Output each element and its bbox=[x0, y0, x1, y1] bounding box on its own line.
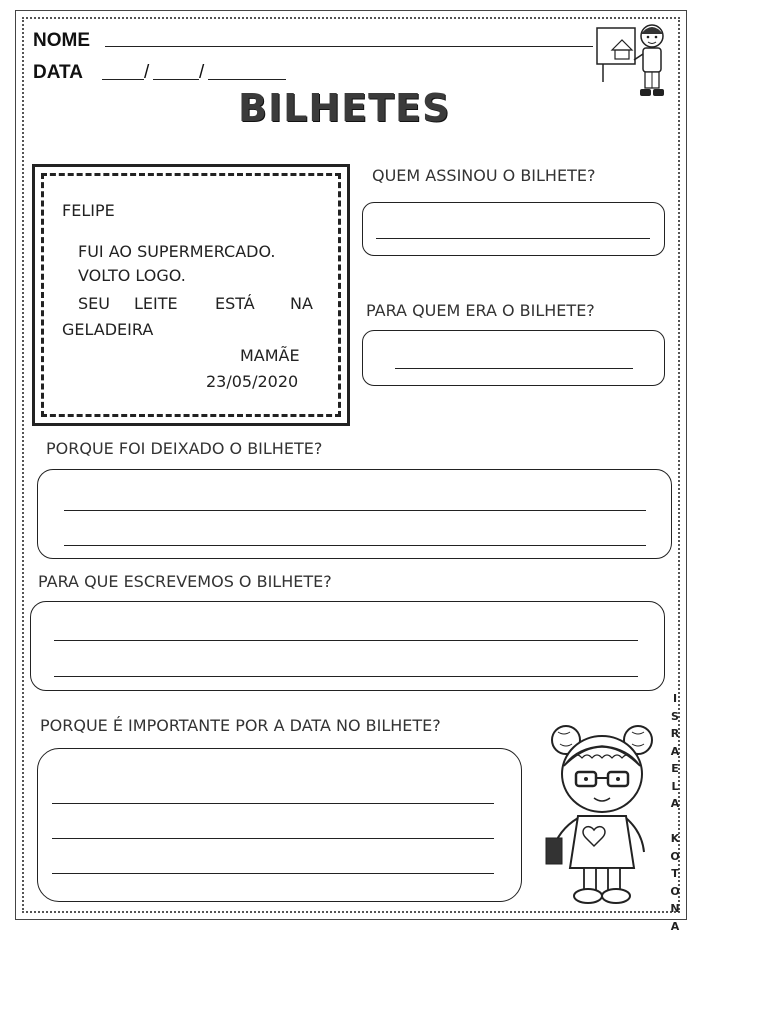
page-title: BILHETES bbox=[238, 86, 451, 130]
answer-box-why-date[interactable] bbox=[37, 748, 522, 902]
girl-with-glasses-illustration bbox=[538, 718, 666, 908]
name-field[interactable] bbox=[105, 46, 593, 47]
author-letter: E bbox=[671, 762, 679, 775]
note-word: SEU bbox=[78, 294, 110, 313]
author-letter: A bbox=[670, 919, 680, 933]
date-year-field[interactable] bbox=[208, 79, 286, 80]
question-addressed-to: PARA QUEM ERA O BILHETE? bbox=[366, 301, 595, 320]
author-letter: T bbox=[671, 867, 679, 880]
question-why-left: PORQUE FOI DEIXADO O BILHETE? bbox=[46, 439, 323, 458]
date-label: DATA bbox=[33, 62, 83, 83]
author-letter: K bbox=[670, 832, 680, 845]
answer-box-why-write[interactable] bbox=[30, 601, 665, 691]
date-separator: / bbox=[199, 62, 205, 83]
question-signed-by: QUEM ASSINOU O BILHETE? bbox=[372, 166, 596, 185]
author-letter: R bbox=[670, 727, 680, 740]
note-word: NA bbox=[290, 294, 313, 313]
name-label: NOME bbox=[33, 30, 90, 51]
answer-line bbox=[64, 545, 646, 546]
note-word: ESTÁ bbox=[215, 294, 255, 313]
author-letter: S bbox=[671, 709, 679, 723]
note-line: FUI AO SUPERMERCADO. bbox=[78, 242, 276, 261]
note-line: GELADEIRA bbox=[62, 320, 154, 339]
author-letter: I bbox=[672, 692, 678, 705]
note-recipient: FELIPE bbox=[62, 201, 115, 220]
question-why-date: PORQUE É IMPORTANTE POR A DATA NO BILHETE? bbox=[40, 716, 441, 735]
answer-line bbox=[54, 640, 638, 641]
author-vertical-text bbox=[666, 690, 684, 935]
answer-line bbox=[52, 803, 494, 804]
note-word: LEITE bbox=[134, 294, 178, 313]
author-letter: O bbox=[670, 849, 680, 863]
answer-line bbox=[395, 368, 633, 369]
author-letter: A bbox=[670, 744, 680, 758]
answer-line bbox=[376, 238, 650, 239]
date-month-field[interactable] bbox=[153, 79, 199, 80]
author-letter: O bbox=[670, 884, 680, 898]
date-separator: / bbox=[144, 62, 150, 83]
author-letter bbox=[666, 813, 684, 831]
answer-line bbox=[54, 676, 638, 677]
date-day-field[interactable] bbox=[102, 79, 144, 80]
answer-line bbox=[52, 873, 494, 874]
teacher-at-board-illustration bbox=[594, 20, 672, 102]
answer-box-addressed-to[interactable] bbox=[362, 330, 665, 386]
author-letter: N bbox=[670, 902, 680, 915]
author-letter: L bbox=[671, 779, 679, 793]
note-line: VOLTO LOGO. bbox=[78, 266, 186, 285]
answer-box-signed-by[interactable] bbox=[362, 202, 665, 256]
question-why-write: PARA QUE ESCREVEMOS O BILHETE? bbox=[38, 572, 332, 591]
answer-line bbox=[64, 510, 646, 511]
note-signature: MAMÃE bbox=[240, 346, 300, 365]
author-letter: A bbox=[670, 797, 680, 810]
note-date: 23/05/2020 bbox=[206, 372, 299, 391]
answer-line bbox=[52, 838, 494, 839]
